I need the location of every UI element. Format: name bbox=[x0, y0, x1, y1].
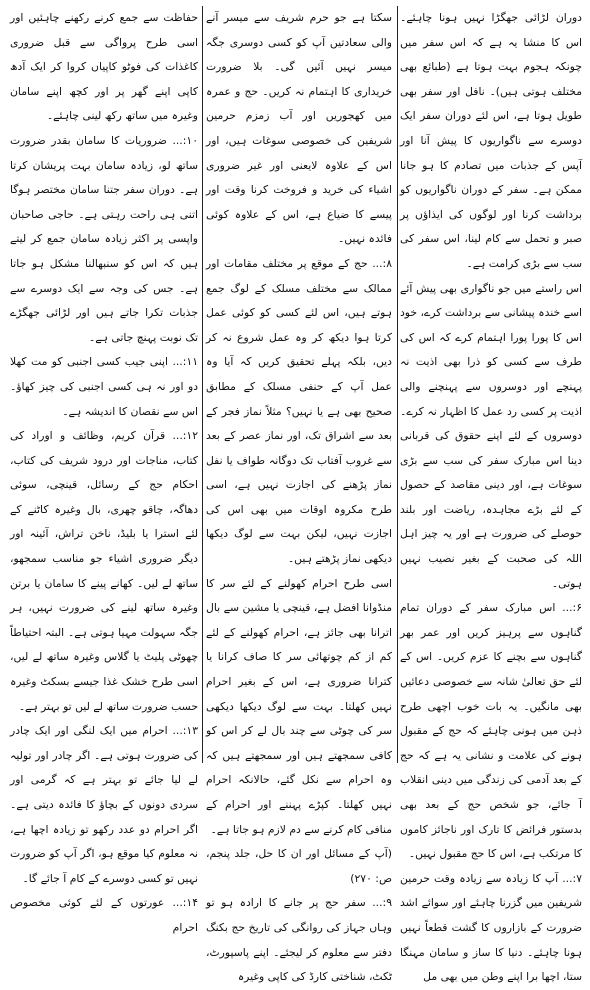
paragraph: ۸:... حج کے موقع پر مختلف مقامات اور ممالک سے مختلف مسلک کے لوگ جمع ہوتے ہیں، اس لئے کسی کو کوئی عمل کرتا ہوا دیکھ کر وہ عمل شروع نہ کر دیں، بلکہ پہلے تحقیق کریں کہ آیا وہ عمل آپ کے حنفی مسلک کے مطابق صحیح بھی ہے یا نہیں؟ مثلاً نماز فجر کے بعد سے اشراق تک، اور نماز عصر کے بعد سے غروب آفتاب تک دوگانہ طواف یا نفل نماز پڑھنے کی اجازت نہیں ہے، اسی طرح مکروہ اوقات میں بھی اس کی اجازت نہیں، لیکن بہت سے لوگ دیکھا دیکھی نماز پڑھتے ہیں۔ bbox=[206, 256, 392, 566]
text-column-middle bbox=[206, 6, 392, 984]
column-divider bbox=[397, 6, 398, 763]
column-divider bbox=[202, 6, 203, 763]
paragraph: ۱۰:... ضروریات کا سامان بقدر ضرورت ساتھ لو، زیادہ سامان بہت پریشان کرتا ہے۔ دوران سفر جتنا سامان مختصر ہوگا اتنی ہی راحت رہتی ہے۔ حاجی صاحبان واپسی پر اکثر زیادہ سامان جمع کر لیتے ہیں کہ اس کو سنبھالنا مشکل ہو جاتا ہے۔ جس کی وجہ سے ایک دوسرے سے جذبات تکرا جاتے ہیں اور لڑائی جھگڑے تک نوبت پہنچ جاتی ہے۔ bbox=[10, 133, 198, 344]
paragraph: ۱۲:... قرآن کریم، وظائف و اوراد کی کتاب، مناجات اور درود شریف کی کتاب، احکام حج کے رسائل، قینچی، سوئی دھاگہ، چاقو چھری، بال وغیرہ کاٹنے کے لئے استرا یا بلیڈ، ناخن تراش، آئینہ اور دیگر ضروری اشیاء جو مناسب سمجھو، ساتھ لے لیں۔ کھانے پینے کا سامان یا برتن وغیرہ ساتھ لینے کی ضرورت نہیں، ہر جگہ سہولت مہیا ہوتی ہے۔ البتہ احتیاطاً چھوٹی پلیٹ یا گلاس وغیرہ ساتھ لے لیں، اسی طرح خشک غذا جیسے بسکٹ وغیرہ حسب ضرورت ساتھ لے لیں تو بہتر ہے۔ bbox=[10, 429, 198, 713]
paragraph: دوران لڑائی جھگڑا نہیں ہونا چاہئے۔ اس کا منشا یہ ہے کہ اس سفر میں چونکہ ہجوم بہت ہوتا ہے (طبائع بھی مختلف ہوتی ہیں)۔ نافل اور سفر بھی طویل ہوتا ہے، اس لئے دوران سفر ایک دوسرے سے ناگواریوں کا پیش آنا اور آپس کے جذبات میں تصادم کا ہو جانا ممکن ہے۔ سفر کے دوران ناگواریوں کو برداشت کرنا اور لوگوں کی ایذاؤں پر صبر و تحمل سے کام لینا، اس سفر کی سب سے بڑی کرامت ہے۔ bbox=[400, 11, 582, 270]
paragraph: حفاظت سے جمع کرنے رکھنے چاہئیں اور اسی طرح پرواگی سے قبل ضروری کاغذات کی فوٹو کاپیاں کروا کر ایک آدھ کاپی اپنے گھر پر اور کچھ اپنے سامان وغیرہ میں ساتھ رکھ لینی چاہئے۔ bbox=[10, 11, 198, 123]
paragraph: ۱۱:... اپنی جیب کسی اجنبی کو مت کھلا دو اور نہ ہی کسی اجنبی کی چیز کھاؤ۔ اس سے نقصان کا اندیشہ ہے۔ bbox=[10, 355, 198, 418]
paragraph: اس راستے میں جو ناگواری بھی پیش آئے اسے خندہ پیشانی سے برداشت کرے، خود اس کا پورا پورا اہتمام کرے کہ اس کی طرف سے کسی کو ذرا بھی اذیت نہ پہنچے اور دوسروں سے پہنچنے والی اذیت پر کسی رد عمل کا اظہار نہ کرے۔ دوسروں کے لئے اپنے حقوق کی قربانی دینا اس مبارک سفر کی سب سے بڑی سوغات ہے، اور دینی مقاصد کے حصول کے لئے بڑے مجاہدہ، ریاضت اور بلند حوصلے کی ضرورت ہے اور یہ چیز اہل اللہ کی صحبت کے بغیر نصیب نہیں ہوتی۔ bbox=[400, 281, 582, 590]
text-column-left bbox=[10, 6, 198, 934]
paragraph: ۹:... سفر حج پر جانے کا ارادہ ہو تو وہاں جہاز کی روانگی کی تاریخ حج بکنگ دفتر سے معلوم کر لیجئے۔ اپنے پاسپورٹ، ٹکٹ، شناختی کارڈ کی کاپی وغیرہ bbox=[206, 896, 392, 984]
paragraph: اسی طرح احرام کھولنے کے لئے سر کا منڈوانا افضل ہے، قینچی یا مشین سے بال اترانا بھی جائز ہے، احرام کھولنے کے لئے کم از کم چوتھائی سر کا صاف کرانا یا کترانا ضروری ہے، اس کے بغیر احرام نہیں کھلتا۔ بہت سے لوگ دیکھا دیکھی سر کی چوٹی سے چند بال لے کر اس کو کافی سمجھتے ہیں اور سمجھتے ہیں کہ وہ احرام سے نکل گئے، حالانکہ احرام نہیں کھلتا۔ کپڑے پہننے اور احرام کے منافی کام کرنے سے دم لازم ہو جاتا ہے۔ bbox=[206, 576, 392, 836]
paragraph: سکتا ہے جو حرم شریف سے میسر آنے والی سعادتیں آپ کو کسی دوسری جگہ میسر نہیں آئیں گی۔ بلا ضرورت خریداری کا اہتمام نہ کریں۔ حج و عمرہ میں کھجوریں اور آب زمزم حرمین شریفین کی خصوصی سوغات ہیں، اور اس کے علاوہ لایعنی اور غیر ضروری اشیاء کی خرید و فروخت کرنا وقت اور پیسے کا ضیاع ہے، اس کے علاوہ کوئی فائدہ نہیں۔ bbox=[206, 11, 392, 246]
paragraph: ۷:... آپ کا زیادہ سے زیادہ وقت حرمین شریفین میں گزرنا چاہئے اور سوائے اشد ضرورت کے بازاروں کا گشت قطعاً نہیں ہونا چاہئے۔ دنیا کا ساز و سامان مہنگا ستا، اچھا برا اپنے وطن میں بھی مل bbox=[400, 871, 582, 984]
paragraph: ۱۴:... عورتوں کے لئے کوئی مخصوص احرام bbox=[10, 896, 198, 934]
text-column-right bbox=[400, 6, 582, 984]
reference-note: (آپ کے مسائل اور ان کا حل، جلد پنجم، ص: ۲۷۰) bbox=[206, 847, 392, 885]
paragraph: ۶:... اس مبارک سفر کے دوران تمام گناہوں سے پرہیز کریں اور عمر بھر گناہوں سے بچنے کا عزم کریں۔ اس کے لئے حق تعالیٰ شانہ سے خصوصی دعائیں بھی مانگیں۔ یہ بات خوب اچھی طرح ذہن میں ہونی چاہئے کہ حج کے مقبول ہونے کی علامت و نشانی یہ ہے کہ حج کے بعد آدمی کی زندگی میں دینی انقلاب آ جائے، جو شخص حج کے بعد بھی بدستور فرائض کا تارک اور ناجائز کاموں کا مرتکب ہے، اس کا حج مقبول نہیں۔ bbox=[400, 601, 582, 861]
paragraph: ۱۳:... احرام میں ایک لنگی اور ایک چادر کی ضرورت ہوتی ہے۔ اگر چادر اور تولیہ لے لیا جائے تو بہتر ہے کہ گرمی اور سردی دونوں کے بچاؤ کا فائدہ دیتی ہے۔ اگر احرام دو عدد رکھو تو زیادہ اچھا ہے، نہ معلوم کیا موقع ہو، اگر آپ کو ضرورت نہیں تو کسی دوسرے کے کام آ جائے گا۔ bbox=[10, 724, 198, 885]
